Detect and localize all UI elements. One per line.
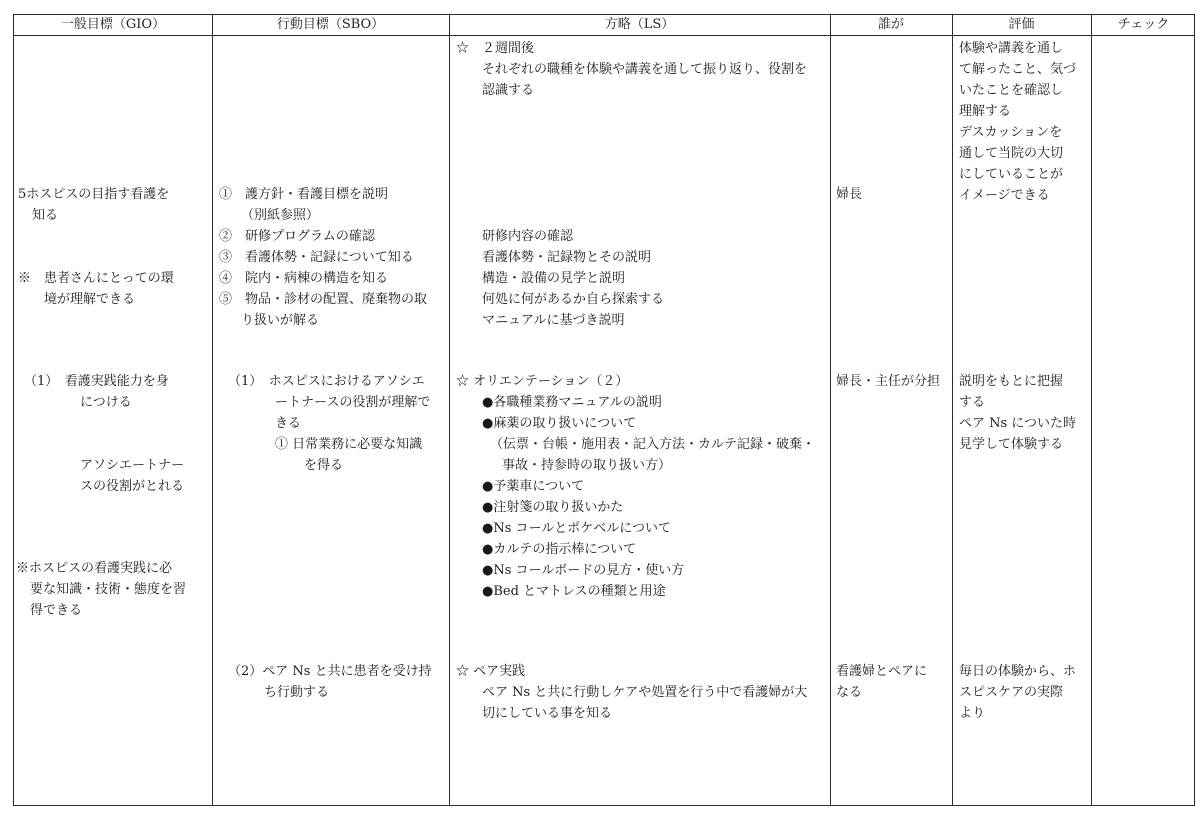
sbo-text: り扱いが解る bbox=[241, 313, 320, 328]
gio-item-2 bbox=[18, 268, 210, 310]
ls-text: ●カルテの指示棒について bbox=[482, 542, 637, 557]
header-who: 誰が bbox=[877, 17, 904, 32]
eval-text: 毎日の体験から、ホ bbox=[959, 664, 1077, 679]
who-text: 看護婦とペアに bbox=[836, 664, 928, 679]
ls-text: ●Ns コールとポケベルについて bbox=[482, 521, 672, 536]
ls-text: ●Ns コールボードの見方・使い方 bbox=[482, 563, 685, 578]
who-2: 婦長・主任が分担 bbox=[836, 374, 941, 389]
eval-3 bbox=[959, 661, 1089, 724]
ls-block-1 bbox=[456, 38, 828, 101]
ls-block-2 bbox=[482, 226, 828, 331]
sbo-text: ① 日常業務に必要な知識 bbox=[275, 437, 423, 452]
ls-text: ☆ ２週間後 bbox=[456, 41, 535, 56]
gio-text: につける bbox=[80, 395, 132, 410]
gio-item-4 bbox=[80, 455, 210, 497]
eval-text: にしていることが bbox=[959, 167, 1064, 182]
header-divider bbox=[14, 35, 1194, 36]
eval-text: いたことを確認し bbox=[959, 83, 1064, 98]
header-sbo: 行動目標（SBO） bbox=[276, 17, 385, 32]
ls-text: それぞれの職種を体験や講義を通して振り返り、役割を bbox=[482, 62, 808, 77]
gio-text: 要な知識・技術・態度を習 bbox=[30, 582, 187, 597]
sbo-text: （別紙参照） bbox=[241, 208, 320, 223]
ls-text: マニュアルに基づき説明 bbox=[482, 313, 625, 328]
who-1: 婦長 bbox=[836, 187, 863, 202]
ls-text: ペア Ns と共に行動しケアや処置を行う中で看護婦が大 bbox=[482, 685, 808, 700]
eval-1 bbox=[959, 38, 1089, 206]
gio-text: 5ホスピスの目指す看護を bbox=[18, 187, 170, 202]
eval-text: 説明をもとに把握 bbox=[959, 374, 1064, 389]
eval-text: より bbox=[959, 706, 986, 721]
sbo-block-2 bbox=[228, 371, 447, 476]
column-divider bbox=[449, 15, 450, 805]
column-divider bbox=[212, 15, 213, 805]
sbo-text: ち行動する bbox=[264, 685, 330, 700]
sbo-text: （2）ペア Ns と共に患者を受け持 bbox=[228, 664, 432, 679]
ls-text: ●注射箋の取り扱いかた bbox=[482, 500, 624, 515]
sbo-text: ④ 院内・病棟の構造を知る bbox=[219, 271, 389, 286]
header-eval: 評価 bbox=[1008, 17, 1035, 32]
gio-item-1 bbox=[18, 184, 210, 226]
eval-text: 通して当院の大切 bbox=[959, 146, 1064, 161]
column-divider bbox=[952, 15, 953, 805]
sbo-text: ③ 看護体勢・記録について知る bbox=[219, 250, 414, 265]
eval-text: する bbox=[959, 395, 986, 410]
eval-text: 体験や講義を通し bbox=[959, 41, 1064, 56]
ls-text: ☆ オリエンテーション（２） bbox=[456, 374, 629, 389]
gio-text: （1） 看護実践能力を身 bbox=[24, 374, 169, 389]
ls-text: 構造・設備の見学と説明 bbox=[482, 271, 626, 286]
eval-2 bbox=[959, 371, 1089, 455]
gio-text: ※ 患者さんにとっての環 bbox=[18, 271, 174, 286]
ls-text: （伝票・台帳・施用表・記入方法・カルテ記録・破棄・ bbox=[490, 437, 816, 452]
gio-text: 知る bbox=[32, 208, 59, 223]
gio-item-3 bbox=[24, 371, 210, 413]
ls-block-4 bbox=[456, 661, 828, 724]
ls-text: ●各職種業務マニュアルの説明 bbox=[482, 395, 662, 410]
ls-text: 看護体勢・記録物とその説明 bbox=[482, 250, 652, 265]
sbo-text: ② 研修プログラムの確認 bbox=[219, 229, 375, 244]
eval-text: イメージできる bbox=[959, 188, 1050, 203]
who-text: なる bbox=[836, 685, 863, 700]
ls-text: ☆ ペア実践 bbox=[456, 664, 526, 679]
sbo-block-3 bbox=[228, 661, 447, 703]
who-3 bbox=[836, 661, 950, 703]
gio-item-5 bbox=[16, 558, 210, 621]
sbo-text: ⑤ 物品・診材の配置、廃棄物の取 bbox=[219, 292, 428, 307]
eval-text: スピスケアの実際 bbox=[959, 685, 1064, 700]
ls-text: ●麻薬の取り扱いについて bbox=[482, 416, 637, 431]
gio-text: アソシエートナー bbox=[80, 458, 185, 473]
sbo-block-1 bbox=[219, 184, 447, 331]
header-ls: 方略（LS） bbox=[604, 17, 675, 32]
gio-text: スの役割がとれる bbox=[80, 479, 185, 494]
column-divider bbox=[1091, 15, 1092, 805]
sbo-text: ① 護方針・看護目標を説明 bbox=[219, 187, 389, 202]
eval-text: て解ったこと、気づ bbox=[959, 62, 1077, 77]
gio-text: 得できる bbox=[30, 603, 83, 618]
header-gio: 一般目標（GIO） bbox=[60, 17, 166, 32]
ls-text: ●Bed とマトレスの種類と用途 bbox=[482, 584, 666, 599]
sbo-text: を得る bbox=[304, 458, 344, 473]
ls-text: 認識する bbox=[482, 83, 535, 98]
header-check: チェック bbox=[1117, 17, 1170, 32]
gio-text: ※ホスピスの看護実践に必 bbox=[16, 561, 173, 576]
sbo-text: （1） ホスピスにおけるアソシエ bbox=[228, 374, 425, 389]
curriculum-table bbox=[13, 14, 1195, 806]
ls-text: 研修内容の確認 bbox=[482, 229, 574, 244]
eval-text: デスカッションを bbox=[959, 125, 1063, 140]
gio-text: 境が理解できる bbox=[44, 292, 136, 307]
eval-text: 理解する bbox=[959, 104, 1012, 119]
eval-text: 見学して体験する bbox=[959, 437, 1064, 452]
ls-text: ●予薬車について bbox=[482, 479, 585, 494]
sbo-text: ートナースの役割が理解で bbox=[275, 395, 431, 410]
sbo-text: きる bbox=[275, 416, 302, 431]
ls-text: 切にしている事を知る bbox=[482, 706, 613, 721]
eval-text: ペア Ns についた時 bbox=[959, 416, 1077, 431]
ls-text: 事故・持参時の取り扱い方） bbox=[502, 458, 672, 473]
ls-block-3 bbox=[456, 371, 828, 602]
column-divider bbox=[830, 15, 831, 805]
ls-text: 何処に何があるか自ら探索する bbox=[482, 292, 665, 307]
